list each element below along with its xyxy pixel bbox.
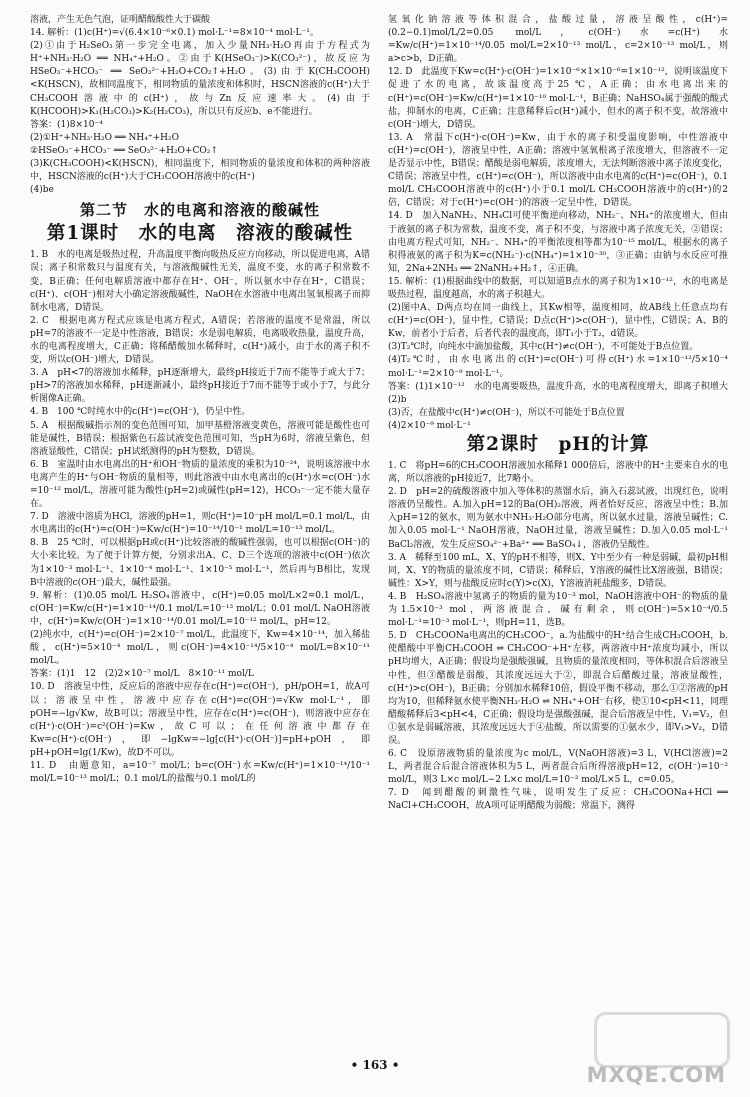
answer-entry: (2)①H⁺+NH₃·H₂O ══ NH₄⁺+H₂O [30,132,180,143]
answer-entry: 11. D 由题意知，a=10⁻⁷ mol/L；b=c(OH⁻)水=Kw/c(H⁺)=1×10⁻¹⁴/10⁻¹ mol/L=10⁻¹³ mol/L；0.1 mol/L的盐酸与0.1 mol/L的 [30,760,370,785]
answer-entry: 10. D 溶液呈中性，反应后的溶液中应存在c(H⁺)=c(OH⁻)，pH/pOH=1，故A可以；溶液呈中性，溶液中应存在c(H⁺)=c(OH⁻)=√Kw mol·L⁻¹，即pOH=−lg√Kw，故B可以；溶液呈中性，应存在c(H⁺)=c(OH⁻)，则溶液中应存在c(H⁺)·c(OH⁻)=c²(OH⁻)=Kw，故C可以；在任何溶液中都存在Kw=c(H⁺)·c(OH⁻)，即−lgKw=−lg[c(H⁺)·c(OH⁻)]=pH+pOH，即pH+pOH=lg(1/Kw)，故D不可以。 [30,682,370,758]
answer-entry: 5. A 根据酸碱指示剂的变色范围可知，加甲基橙溶液变黄色，溶液可能是酸性也可能是碱性，B错误；根据紫色石蕊试液变色范围可知，当pH为6时，溶液呈紫色，但溶液显酸性，C错误；pH试纸测得的pH为整数，D错误。 [30,420,370,457]
answer-entry: 溶液，产生无色气泡，证明醋酸酸性大于碳酸 [30,15,211,25]
answer-entry: (2)①由于H₂SeO₃第一步完全电离，加入少量NH₃·H₂O再由于方程式为 H⁺+NH₃·H₂O ══ NH₄⁺+H₂O。②由于K(HSeO₃⁻)>K(CO₃²⁻)，故反应为HSeO₃⁻+HCO₃⁻ ══ SeO₃²⁻+H₂O+CO₂↑+H₂O。(3)由于K(CH₃COOH)<K(HSCN)，故相同温度下，相同物质的量浓度和体积时，HSCN溶液的c(H⁺)大于CH₃COOH溶液中的c(H⁺)，故与Zn反应速率大。(4)由于K(HCOOH)>K₁(H₂CO₃)>K₂(H₂CO₃)，所以只有反应b、e不能进行。 [30,41,370,117]
answer-entry: 答案：(1)1×10⁻¹² 水的电离要吸热，温度升高，水的电离程度增大，即离子积增大 (2)b [388,381,738,405]
watermark-text: MXQE.COM [586,1063,726,1087]
answer-entry: 1. C 将pH=6的CH₃COOH溶液加水稀释1 000倍后，溶液中的H⁺主要来自水的电离，所以溶液的pH接近7，比7略小。 [388,461,728,485]
right-column [388,14,738,814]
answer-entry: (3)否，在盐酸中c(H⁺)≠c(OH⁻)，所以不可能处于B点位置 [388,407,625,418]
answer-entry: (2)图中A、D两点均在同一曲线上，其Kw相等，温度相同，故AB线上任意点均有c(H⁺)=c(OH⁻)，显中性，C错误；D点c(H⁺)>c(OH⁻)，显中性，C错误；A、B的Kw，前者小于后者，后者代表的温度高，即T₁小于T₂，d错误。 [388,303,728,340]
watermark-logo-icon [594,1012,730,1068]
answer-entry: 5. D CH₃COONa电离出的CH₃COO⁻，a.为盐酸中的H⁺结合生成CH₃COOH，b.使醋酸中平衡CH₃COOH ⇌ CH₃COO⁻+H⁺左移，两溶液中H⁺浓度均减小，所以pH均增大，A正确；假设均是强酸强碱，且物质的量浓度相同，等体积混合后溶液呈中性，但③醋酸是弱酸，其浓度远远大于②，即混合后醋酸过量，溶液显酸性，c(H⁺)>c(OH⁻)，B正确；分别加水稀释10倍，假设平衡不移动，那么①②溶液的pH均为10，但稀释氨水使平衡NH₃·H₂O ⇌ NH₄⁺+OH⁻右移，使①10<pH<11，同理醋酸稀释后3<pH<4，C正确；假设均是强酸强碱，混合后溶液呈中性，V₁=V₂，但①氨水是弱碱溶液，其浓度远远大于④盐酸，所以需要的①氨水少，即V₁>V₂，D错误。 [388,631,728,746]
answer-entry: 7. D 闻到醋酸的刺激性气味，说明发生了反应：CH₃COONa+HCl ══ NaCl+CH₃COOH，故A项可证明醋酸为弱酸；常温下，测得 [388,788,728,812]
answer-entry: 6. C 设原溶液物质的量浓度为c mol/L，V(NaOH溶液)=3 L，V(HCl溶液)=2 L，两者混合后混合溶液体积为5 L，两者混合后所得溶液pH=12，c(OH⁻)=10⁻² mol/L，则3 L×c mol/L−2 L×c mol/L=10⁻² mol/L×5 L，c=0.05。 [388,749,728,786]
answer-entry: 13. A 常温下c(H⁺)·c(OH⁻)=Kw，由于水的离子积受温度影响，中性溶液中c(H⁺)=c(OH⁻)，溶液呈中性，A正确；溶液中氢氧根离子浓度增大，但溶液不一定是否显示中性，B错误；醋酸是弱电解质，浓度增大，无法判断溶液中离子浓度变化，C错误；溶液呈中性，c(H⁺)=c(OH⁻)，所以溶液中由水电离的c(H⁺)=c(OH⁻)，0.1 mol/L CH₃COOH溶液中的c(H⁺)小于0.1 mol/L CH₃COOH溶液中的c(H⁺)的2倍，C错误；对于c(H⁺)=c(OH⁻)的溶液一定呈中性，D错误。 [388,132,728,209]
answer-entry: 1. B 水的电离是吸热过程，升高温度平衡向吸热反应方向移动，所以促进电离，A错误；离子积常数只与温度有关，与溶液酸碱性无关，温度不变，水的离子积常数不变，B正确；任何电解质溶液中都存在H⁺、OH⁻，所以氨水中存在H⁺，C错误；c(H⁺)、c(OH⁻)相对大小确定溶液酸碱性，NaOH在水溶液中电离出氢氧根离子而抑制水电离，D错误。 [30,250,370,313]
answer-entry: 14. D 加入NaNH₂、NH₄Cl可使平衡逆向移动，NH₂⁻、NH₄⁺的浓度增大，但由于液氨的离子积为常数，温度不变，离子积不变，与溶液中离子浓度无关，②错误；由电离方程式可知，NH₂⁻、NH₄⁺的平衡浓度相等都为10⁻¹⁵ mol/L，根据水的离子积得液氨的离子积为K=c(NH₂⁻)·c(NH₄⁺)=1×10⁻³⁰，③正确；由钠与水反应可推知，2Na+2NH₃ ══ 2NaNH₂+H₂↑，④正确。 [388,211,728,274]
right-before-entries [388,14,738,433]
answer-entry: 3. A 稀释至100 mL，X、Y的pH不相等，则X、Y中至少有一种是弱碱，最初pH相同，X、Y的物质的量浓度不同，C错误；稀释后，Y溶液的碱性比X溶液强，B错误；碱性：X>Y，则与盐酸反应时c(Y)>c(X)，Y溶液消耗盐酸多，D错误。 [388,552,728,589]
answer-entry: 4. B H₂SO₄溶液中氢离子的物质的量为10⁻³ mol，NaOH溶液中OH⁻的物质的量为1.5×10⁻³ mol，两溶液混合，碱有剩余，则c(OH⁻)=5×10⁻⁴/0.5 mol·L⁻¹=10⁻³ mol·L⁻¹，则pH=11，选B。 [388,591,728,629]
answer-entry: 15. 解析：(1)根据曲线中的数据，可以知道B点水的离子积为1×10⁻¹²，水的电离是吸热过程，温度越高，水的离子积越大。 [388,276,728,300]
answer-entry: 答案：(1)1 12 (2)2×10⁻⁷ mol/L 8×10⁻¹¹ mol/L [30,669,254,680]
answer-entry: (4)2×10⁻⁹ mol·L⁻¹ [388,420,471,431]
page-number: • 163 • [350,1058,400,1072]
answer-entry: (3)T₂℃时，向纯水中滴加盐酸，其中c(H⁺)≠c(OH⁻)，不可能处于B点位置。 [388,342,699,353]
section-title: 第二节 水的电离和溶液的酸碱性 [79,201,320,220]
answer-entry: 6. B 室温时由水电离出的H⁺和OH⁻物质的量浓度的乘积为10⁻²⁴，说明该溶液中水电离产生的H⁺与OH⁻物质的量相等，则此溶液中由水电离出的c(H⁺)水=c(OH⁻)水=10⁻¹² mol/L，溶液可能为酸性(pH=2)或碱性(pH=12)，HCO₃⁻一定不能大量存在。 [30,459,370,510]
answer-entry: 2. D pH=2的硫酸溶液中加入等体积的蒸馏水后，滴入石蕊试液，出现红色，说明溶液仍呈酸性。A.加入pH=12的Ba(OH)₂溶液，两者恰好反应，溶液呈中性；B.加入pH=12的氨水，则为氨水中NH₃·H₂O部分电离，所以氨水过量，溶液呈碱性；C.加入0.05 mol·L⁻¹ NaOH溶液，NaOH过量，溶液呈碱性；D.加入0.05 mol·L⁻¹ BaCl₂溶液，发生反应SO₄²⁻+Ba²⁺ ══ BaSO₄↓，溶液仍呈酸性。 [388,487,728,550]
answer-entry: 8. B 25 ℃时，可以根据pH或c(H⁺)比较溶液的酸碱性强弱，也可以根据c(OH⁻)的大小来比较。为了便于计算方便，分别求出A、C、D三个选项的溶液中c(OH⁻)依次为1×10⁻³ mol·L⁻¹、1×10⁻⁴ mol·L⁻¹、1×10⁻⁵ mol·L⁻¹，然后再与B相比，发现B中溶液的c(OH⁻)最大，碱性最强。 [30,538,370,588]
answer-entry: 12. D 此温度下Kw=c(H⁺)·c(OH⁻)=1×10⁻⁶×1×10⁻⁶=1×10⁻¹²，说明该温度下促进了水的电离，故该温度高于25 ℃，A正确；由水电离出来的c(H⁺)=c(OH⁻)=Kw/c(H⁺)=1×10⁻¹⁰ mol·L⁻¹，B正确；NaHSO₄属于强酸的酸式盐，抑制水的电离，C正确；注意稀释后c(H⁺)减小，但水的离子积不变，故溶液中c(OH⁻)增大，D错误。 [388,67,728,130]
answer-entry: 氢氧化钠溶液等体积混合，盐酸过量，溶液呈酸性，c(H⁺)=(0.2−0.1)mol/L/2=0.05 mol/L，c(OH⁻)水=c(H⁺)水=Kw/c(H⁺)=1×10⁻¹⁴/0.05 mol/L=2×10⁻¹³ mol/L，c=2×10⁻¹³ mol/L，则a>c>b，D正确。 [388,15,728,65]
answer-entry: (3)K(CH₃COOH)<K(HSCN)，相同温度下，相同物质的量浓度和体积的两种溶液中，HSCN溶液的c(H⁺)大于CH₃COOH溶液中的c(H⁺) [30,159,370,183]
answer-entry: 3. A pH<7的溶液加水稀释，pH逐渐增大，最终pH接近于7而不能等于或大于7；pH>7的溶液加水稀释，pH逐渐减小，最终pH接近于7而不能等于或小于7，与此分析图像A正确。 [30,368,370,405]
lesson-title-1: 第1课时 水的电离 溶液的酸碱性 [46,223,354,245]
answer-entry: 14. 解析：(1)c(H⁺)=√(6.4×10⁻⁶×0.1) mol·L⁻¹=8×10⁻⁴ mol·L⁻¹。 [30,28,319,39]
right-after-entries [388,460,728,814]
lesson-title-2: 第2课时 pH的计算 [466,434,650,455]
answer-entry: (4)T₂℃时，由水电离出的c(H⁺)=c(OH⁻)可得c(H⁺)水=1×10⁻¹²/5×10⁻⁴ mol·L⁻¹=2×10⁻⁹ mol·L⁻¹。 [388,355,728,379]
watermark [586,1012,730,1087]
answer-entry: ②HSeO₃⁻+HCO₃⁻ ══ SeO₃²⁻+H₂O+CO₂↑ [30,145,218,156]
answer-entry: 9. 解析：(1)0.05 mol/L H₂SO₄溶液中，c(H⁺)=0.05 mol/L×2=0.1 mol/L，c(OH⁻)=Kw/c(H⁺)=1×10⁻¹⁴/0.1 mol/L=10⁻¹³ mol/L；0.01 mol/L NaOH溶液中，c(H⁺)=Kw/c(OH⁻)=1×10⁻¹⁴/0.01 mol/L=10⁻¹² mol/L，pH=12。 [30,590,370,627]
answer-entry: 2. C 根据电离方程式应该是电离方程式，A错误；若溶液的温度不是常温，所以pH=7的溶液不一定是中性溶液，B错误；水是弱电解质，电离吸收热量，温度升高，水的电离程度增大，C正确；将稀醋酸加水稀释时，c(H⁺)减小，由于水的离子积不变，所以c(OH⁻)增大，D错误。 [30,315,370,366]
answer-entry: 答案：(1)8×10⁻⁴ [30,119,103,130]
answer-entry: (4)be [30,185,54,196]
left-before-entries [30,14,370,197]
left-column [30,14,370,786]
answer-entry: (2)纯水中，c(H⁺)=c(OH⁻)=2×10⁻⁷ mol/L，此温度下，Kw=4×10⁻¹⁴，加入稀盐酸，c(H⁺)=5×10⁻⁴ mol/L，则c(OH⁻)=4×10⁻¹⁴/5×10⁻⁴ mol/L=8×10⁻¹¹ mol/L。 [30,630,370,667]
answer-entry: 7. D 溶液中溶质为HCl，溶液的pH=1，则c(H⁺)=10⁻pH mol/L=0.1 mol/L，由水电离出的c(H⁺)=c(OH⁻)=Kw/c(H⁺)=10⁻¹⁴/10⁻¹ mol/L=10⁻¹³ mol/L。 [30,512,370,536]
answer-entry: 4. B 100 ℃时纯水中的c(H⁺)=c(OH⁻)，仍呈中性。 [30,407,251,418]
left-after-entries [30,249,370,786]
